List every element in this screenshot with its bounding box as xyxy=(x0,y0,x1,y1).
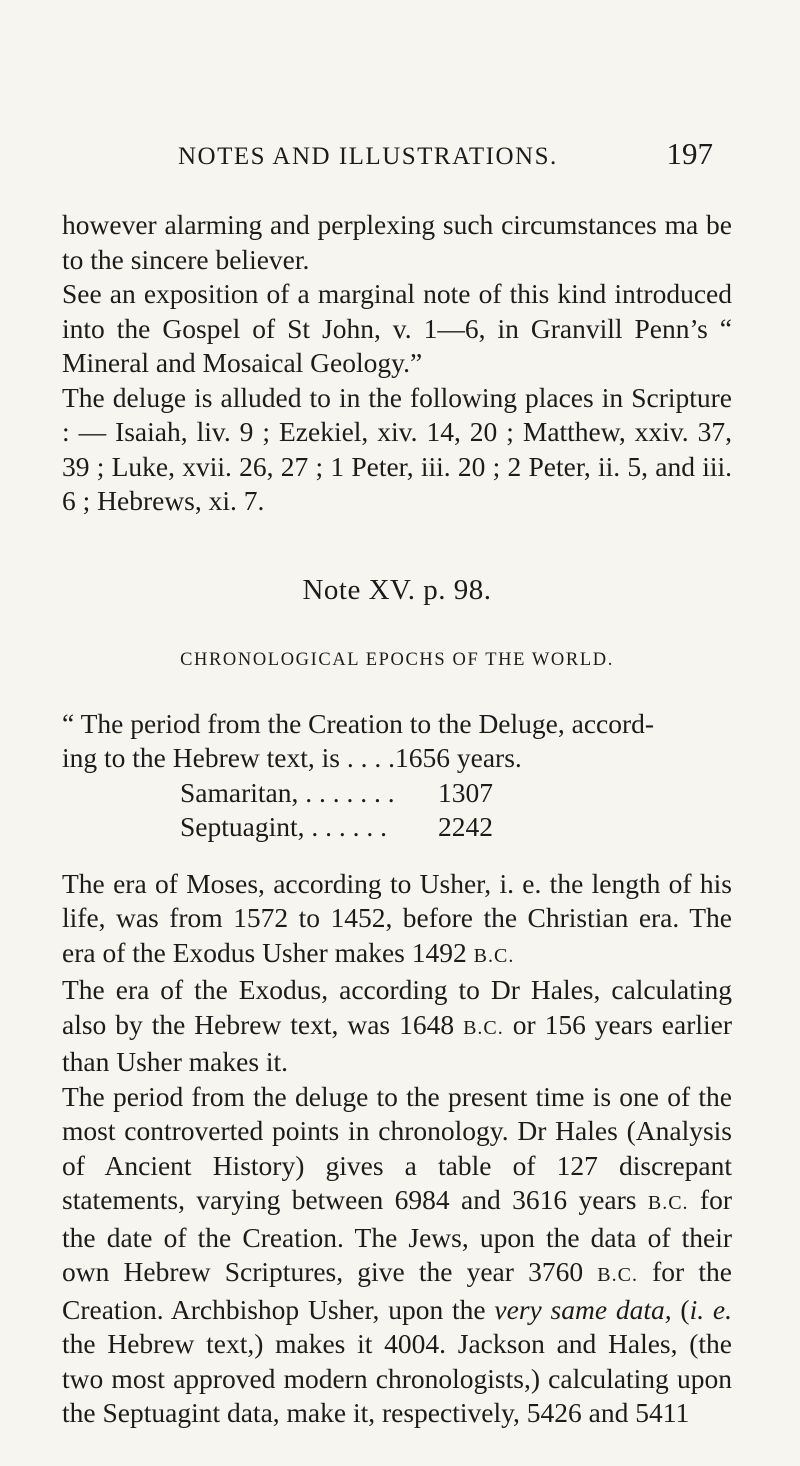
period-row-hebrew xyxy=(62,741,732,776)
period-text-5: the Hebrew text,) makes it 4004. Jackson and Hales, (the two most approved modern chronologists,) calculating upon the Septuagint data, make it, respectively, 5426 and 5411 xyxy=(62,1328,732,1428)
running-head: NOTES AND ILLUSTRATIONS. xyxy=(178,143,558,170)
spacer xyxy=(62,845,732,867)
italic-ie: i. e. xyxy=(689,1293,732,1325)
paragraph-period xyxy=(62,1080,732,1431)
period-text-1: The period from the deluge to the present time is one of the most controverted points in chronology. Dr Hales (Analysis of Ancient History) gives a table of 127 discrepant statements, varying between 6984 and 3616 years xyxy=(62,1080,732,1215)
moses-text: The era of Moses, according to Usher, i. e. the length of his life, was from 1572 to 1452, before the Christian era. The era of the Exodus Usher makes 1492 xyxy=(62,867,732,968)
period-row-samaritan xyxy=(62,776,732,811)
paragraph-moses xyxy=(62,867,732,974)
paragraph-hales xyxy=(62,973,732,1080)
paragraph-continued: however alarming and perplexing such circumstances ma be to the sincere believer. xyxy=(62,209,732,275)
period-text-3: for the Creation. Archbishop Usher, upon the xyxy=(62,1256,732,1325)
period-text-4: ( xyxy=(671,1293,690,1325)
periods-block xyxy=(62,707,732,845)
paragraph-deluge-references: The deluge is alluded to in the following places in Scripture : — Isaiah, liv. 9 ; Ezekiel, xiv. 14, 20 ; Matthew, xxiv. 37, 39 ; Luke, xvii. 26, 27 ; 1 Peter, iii. 20 ; 2 Peter, ii. 5, and iii. 6 ; Hebrews, xi. 7. xyxy=(62,381,732,516)
periods-intro: “ The period from the Creation to the Deluge, accord- xyxy=(62,707,655,739)
page-number: 197 xyxy=(666,136,713,171)
italic-very-same-data: very same data, xyxy=(494,1293,672,1325)
page-body xyxy=(62,208,732,1431)
period-text-2: for the date of the Creation. The Jews, upon the data of their own Hebrew Scriptures, give the year 3760 xyxy=(62,1184,732,1287)
period-label-hebrew: ing to the Hebrew text, is . . . . xyxy=(62,742,395,773)
period-value-samaritan: 1307 xyxy=(438,776,493,808)
period-label-samaritan: Samaritan, . . . . . . . xyxy=(180,776,395,808)
hales-text-2: or 156 years earlier than Usher makes it. xyxy=(62,1008,732,1077)
period-label-septuagint: Septuagint, . . . . . . xyxy=(180,811,388,842)
bc-abbrev: B.C. xyxy=(473,944,515,967)
section-heading: CHRONOLOGICAL EPOCHS OF THE WORLD. xyxy=(180,649,614,670)
bc-abbrev: B.C. xyxy=(463,1016,504,1039)
bc-abbrev: B.C. xyxy=(597,1264,638,1286)
period-row-septuagint xyxy=(62,810,732,845)
period-value-hebrew: 1656 years. xyxy=(395,742,522,773)
note-title: Note XV. p. 98. xyxy=(302,573,492,606)
page-header xyxy=(178,136,713,172)
period-value-septuagint: 2242 xyxy=(438,811,493,842)
bc-abbrev: B.C. xyxy=(647,1192,689,1214)
hales-text-1: The era of the Exodus, according to Dr Hales, calculating also by the Hebrew text, was 1648 xyxy=(62,974,732,1040)
paragraph-exposition: See an exposition of a marginal note of this kind introduced into the Gospel of St John, v. 1—6, in Granvill Penn’s “ Mineral and Mosaical Geology.” xyxy=(62,278,732,378)
